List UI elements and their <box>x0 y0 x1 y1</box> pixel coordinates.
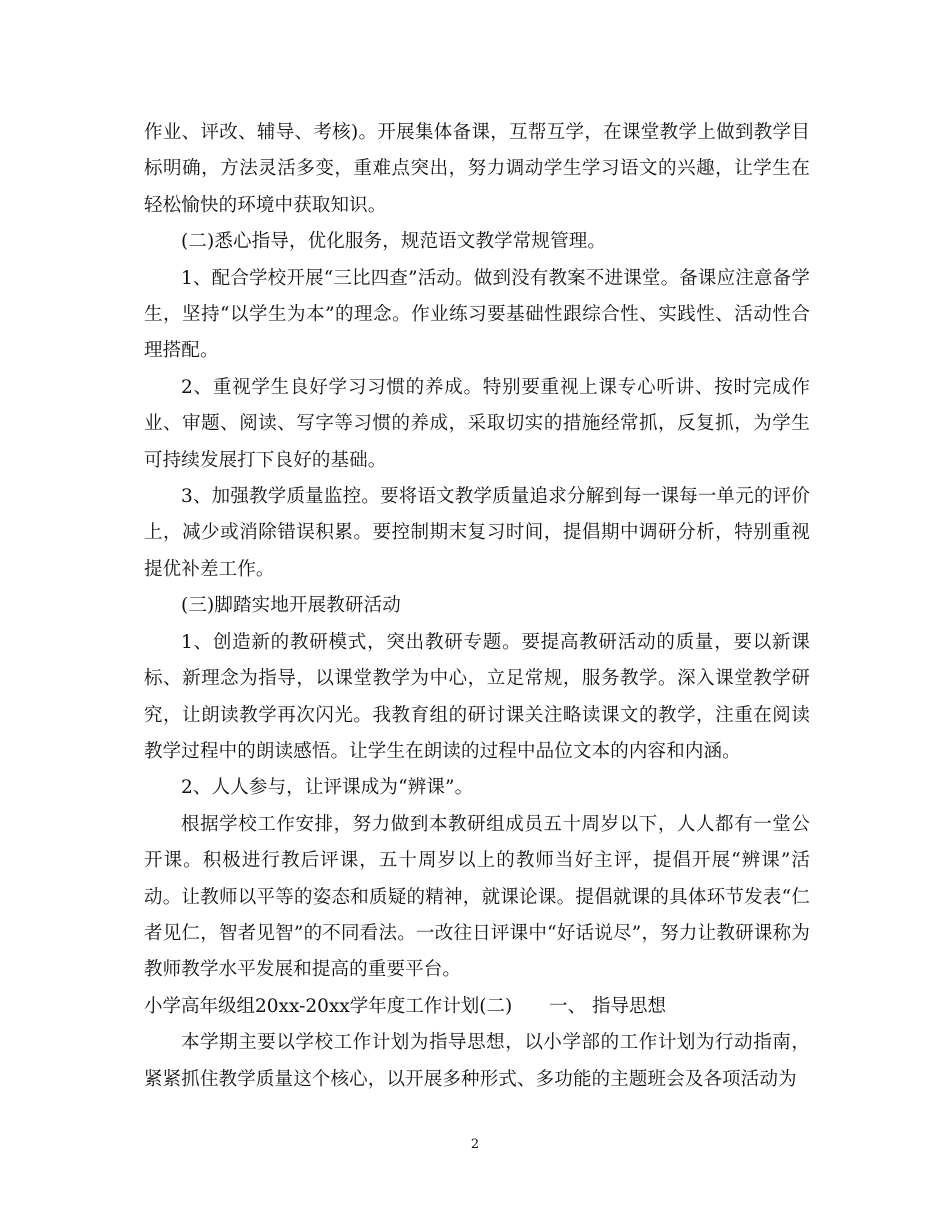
closing-paragraph: 本学期主要以学校工作计划为指导思想，以小学部的工作计划为行动指南，紧紧抓住教学质量这个核心，以开展多种形式、多功能的主题班会及各项活动为 <box>144 1032 810 1090</box>
subheading-3: (三)脚踏实地开展教研活动 <box>181 595 401 617</box>
page-number: 2 <box>470 1137 480 1152</box>
paragraph-1: 作业、评改、辅导、考核)。开展集体备课，互帮互学，在课堂教学上做到教学目标明确，方法灵活多变，重难点突出，努力调动学生学习语文的兴趣，让学生在轻松愉快的环境中获取知识。 <box>144 122 810 216</box>
paragraph-4: 2、重视学生良好学习习惯的养成。特别要重视上课专心听讲、按时完成作业、审题、阅读、写字等习惯的养成，采取切实的措施经常抓，反复抓，为学生可持续发展打下良好的基础。 <box>144 376 810 471</box>
paragraph-7: 1、创造新的教研模式，突出教研专题。要提高教研活动的质量，要以新课标、新理念为指导，以课堂教学为中心，立足常规，服务教学。深入课堂教学研究，让朗读教学再次闪光。我教育组的研讨课关注略读课文的教学，注重在阅读教学过程中的朗读感悟。让学生在朗读的过程中品位文本的内容和内涵。 <box>144 631 810 762</box>
section-heading: 小学高年级组20xx-20xx学年度工作计划(二) 一、 指导思想 <box>144 995 667 1017</box>
page-body <box>144 115 810 1098</box>
subheading-2: (二)悉心指导，优化服务，规范语文教学常规管理。 <box>181 231 607 253</box>
paragraph-3: 1、配合学校开展“三比四查”活动。做到没有教案不进课堂。备课应注意备学生，坚持“以学生为本”的理念。作业练习要基础性跟综合性、实践性、活动性合理搭配。 <box>144 267 810 362</box>
paragraph-5: 3、加强教学质量监控。要将语文教学质量追求分解到每一课每一单元的评价上，减少或消除错误积累。要控制期末复习时间，提倡期中调研分析，特别重视提优补差工作。 <box>144 486 810 580</box>
paragraph-8: 2、人人参与，让评课成为“辨课”。 <box>181 777 474 799</box>
paragraph-9: 根据学校工作安排，努力做到本教研组成员五十周岁以下，人人都有一堂公开课。积极进行教后评课，五十周岁以上的教师当好主评，提倡开展“辨课”活动。让教师以平等的姿态和质疑的精神，就课论课。提倡就课的具体环节发表“仁者见仁，智者见智”的不同看法。一改往日评课中“好话说尽”，努力让教研课称为教师教学水平发展和提高的重要平台。 <box>144 813 810 981</box>
